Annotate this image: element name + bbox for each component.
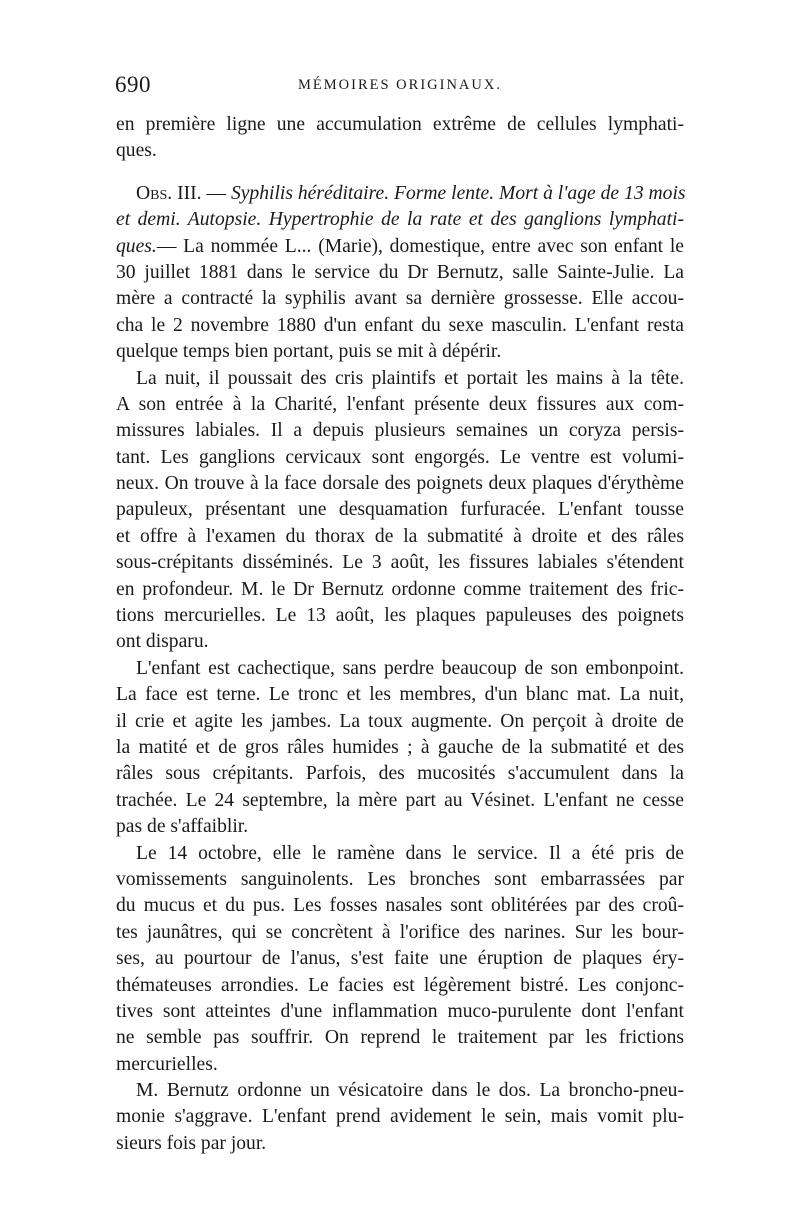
text-line: papuleux, présentant une desquamation furfuracée. L'enfant tousse (116, 499, 684, 521)
text-line: quelque temps bien portant, puis se mit à dépérir. (116, 341, 502, 363)
text-line: tions mercurielles. Le 13 août, les plaques papuleuses des poignets (116, 605, 684, 627)
running-title: MÉMOIRES ORIGINAUX. (298, 77, 502, 93)
page-number: 690 (115, 72, 151, 97)
text-line: ses, au pourtour de l'anus, s'est faite une éruption de plaques éry- (116, 948, 684, 970)
text-line: en première ligne une accumulation extrême de cellules lymphati- (116, 114, 684, 135)
text-line (116, 181, 684, 207)
text-line: râles sous crépitants. Parfois, des mucosités s'accumulent dans la (116, 763, 684, 785)
text-line: thémateuses arrondies. Le facies est légèrement bistré. Les conjonc- (116, 974, 684, 996)
text-line: et offre à l'examen du thorax de la submatité à droite et des râles (116, 525, 684, 547)
observation-text: — La nommée L... (Marie), domestique, entre avec son enfant le (156, 235, 684, 257)
text-line: sieurs fois par jour. (116, 1132, 267, 1154)
text-line: La face est terne. Le tronc et les membres, d'un blanc mat. La nuit, (116, 684, 684, 706)
paragraph (116, 656, 684, 841)
text-line: tant. Les ganglions cervicaux sont engorgés. Le ventre est volumi- (116, 446, 684, 468)
observation-title: et demi. Autopsie. Hypertrophie de la rate et des ganglions lymphati- (116, 209, 684, 231)
text-line: tes jaunâtres, qui se concrètent à l'orifice des narines. Sur les bour- (116, 921, 684, 943)
text-line: Le 14 octobre, elle le ramène dans le service. Il a été pris de (136, 842, 684, 864)
text-line: missures labiales. Il a depuis plusieurs semaines un coryza persis- (116, 420, 684, 442)
text-line: A son entrée à la Charité, l'enfant présente deux fissures aux com- (116, 393, 684, 415)
text-line: mercurielles. (116, 1053, 218, 1075)
text-line: mère a contracté la syphilis avant sa dernière grossesse. Elle accou- (116, 288, 684, 310)
paragraph (116, 112, 684, 165)
text-line: sous-crépitants disséminés. Le 3 août, les fissures labiales s'étendent (116, 552, 684, 574)
text-line (116, 207, 684, 233)
text-line: La nuit, il poussait des cris plaintifs et portait les mains à la tête. (136, 367, 684, 389)
observation-heading-paragraph (116, 181, 684, 366)
text-line: L'enfant est cachectique, sans perdre beaucoup de son embonpoint. (136, 657, 684, 679)
text-line: ont disparu. (116, 631, 209, 653)
text-line: neux. On trouve à la face dorsale des poignets deux plaques d'érythème (116, 473, 684, 495)
text-line (116, 234, 684, 260)
text-line: ne semble pas souffrir. On reprend le traitement par les frictions (116, 1027, 684, 1049)
body-text (116, 112, 684, 1157)
text-line: vomissements sanguinolents. Les bronches sont embarrassées par (116, 868, 684, 890)
text-line: monie s'aggrave. L'enfant prend avidement le sein, mais vomit plu- (116, 1106, 684, 1128)
paragraph (116, 366, 684, 656)
observation-label: Obs. III. — (136, 182, 231, 204)
text-line: il crie et agite les jambes. La toux augmente. On perçoit à droite de (116, 710, 684, 732)
text-line: en profondeur. M. le Dr Bernutz ordonne comme traitement des fric- (116, 578, 684, 600)
text-line: trachée. Le 24 septembre, la mère part au Vésinet. L'enfant ne cesse (116, 789, 684, 811)
text-line: pas de s'affaiblir. (116, 816, 249, 838)
observation-title: Syphilis héréditaire. Forme lente. Mort à l'age de 13 mois (230, 182, 686, 204)
text-line: 30 juillet 1881 dans le service du Dr Bernutz, salle Sainte-Julie. La (116, 261, 684, 283)
text-line: du mucus et du pus. Les fosses nasales sont oblitérées par des croû- (116, 895, 684, 917)
text-line: tives sont atteintes d'une inflammation muco-purulente dont l'enfant (116, 1000, 684, 1022)
text-line: cha le 2 novembre 1880 d'un enfant du sexe masculin. L'enfant resta (116, 314, 684, 336)
page-header (115, 68, 685, 104)
paragraph (116, 1078, 684, 1157)
text-line: M. Bernutz ordonne un vésicatoire dans le dos. La broncho-pneu- (136, 1080, 684, 1102)
text-line: la matité et de gros râles humides ; à gauche de la submatité et des (116, 736, 684, 758)
text-line: ques. (116, 140, 157, 162)
paragraph (116, 841, 684, 1079)
observation-title: ques. (116, 235, 157, 257)
